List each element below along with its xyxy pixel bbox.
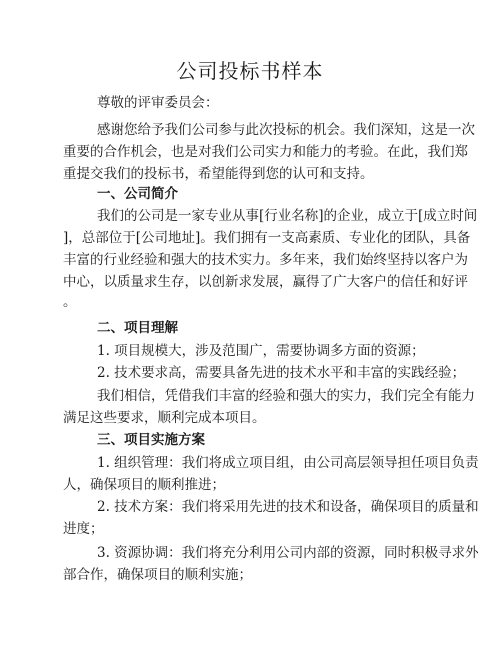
section-2-line-2: 2. 技术要求高，需要具备先进的技术水平和丰富的实践经验； [97,365,466,381]
section-3-line-1: 1. 组织管理：我们将成立项目组，由公司高层领导担任项目负责 [97,455,479,471]
section-2-line-1: 1. 项目规模大，涉及范围广，需要协调多方面的资源； [97,343,425,359]
section-1-line-5: 。 [63,294,77,310]
section-3-line-2: 人，确保项目的顺利推进； [63,477,225,493]
section-3-line-4: 进度； [63,521,104,537]
document-title: 公司投标书样本 [176,59,324,83]
section-1-line-1: 我们的公司是一家专业从事[行业名称]的企业，成立于[成立时间 [97,208,478,224]
section-3-line-3: 2. 技术方案：我们将采用先进的技术和设备，确保项目的质量和 [97,499,479,515]
intro-line-2: 重要的合作机会，也是对我们公司实力和能力的考验。在此，我们郑 [63,144,468,160]
section-1-line-2: ]，总部位于[公司地址]。我们拥有一支高素质、专业化的团队，具备 [63,230,471,246]
section-3-line-6: 部合作，确保项目的顺利实施； [63,567,252,583]
salutation: 尊敬的评审委员会： [97,95,219,111]
section-2-line-3: 我们相信，凭借我们丰富的经验和强大的实力，我们完全有能力 [97,388,475,404]
intro-line-3: 重提交我们的投标书，希望能得到您的认可和支持。 [63,166,374,182]
section-heading-company-profile: 一、公司简介 [97,186,178,202]
section-2-line-4: 满足这些要求，顺利完成本项目。 [63,410,266,426]
section-heading-project-understanding: 二、项目理解 [97,320,178,336]
section-1-line-3: 丰富的行业经验和强大的技术实力。多年来，我们始终坚持以客户为 [63,252,468,268]
intro-line-1: 感谢您给予我们公司参与此次投标的机会。我们深知，这是一次 [97,122,475,138]
section-1-line-4: 中心，以质量求生存，以创新求发展，赢得了广大客户的信任和好评 [63,274,468,290]
section-heading-implementation-plan: 三、项目实施方案 [97,432,205,448]
section-3-line-5: 3. 资源协调：我们将充分利用公司内部的资源，同时积极寻求外 [97,545,479,561]
